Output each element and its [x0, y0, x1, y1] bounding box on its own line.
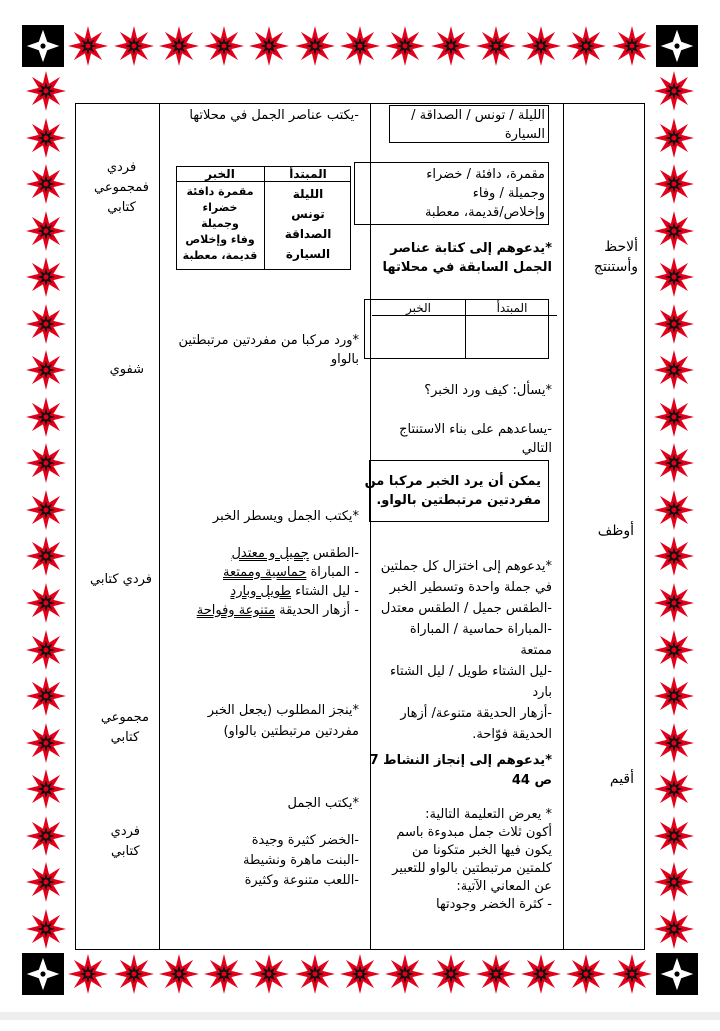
invite-shorten: *يدعوهم إلى اختزال كل جملتين في جملة واحدة وتسطير الخبر -الطقس جميل / الطقس معتدل -المباراة حماسية / المباراة ممتعة -ليل الشتاء طويل / ليل الشتاء بارد -أزهار الحديقة متنوعة/ أزهار الحديقة فوّاحة.	[380, 559, 552, 742]
mode-4: مجموعي كتابي	[100, 710, 149, 745]
star-ornament	[25, 210, 67, 252]
star-ornament	[158, 25, 200, 67]
star-ornament	[294, 953, 336, 995]
lesson-table	[75, 103, 645, 950]
star-ornament	[25, 489, 67, 531]
invite-write: *يدعوهم إلى كتابة عناصر الجمل السابقة في محلاتها	[382, 241, 552, 275]
learner-sentence-3: - ليل الشتاء طويل وبارد	[230, 584, 359, 599]
star-ornament	[248, 25, 290, 67]
star-ornament	[653, 908, 695, 950]
star-ornament	[565, 953, 607, 995]
ask-question: *يسأل: كيف ورد الخبر؟	[424, 383, 552, 398]
corner-ornament	[22, 25, 64, 67]
star-ornament	[653, 861, 695, 903]
star-ornament	[653, 396, 695, 438]
star-ornament	[25, 303, 67, 345]
mode-3: فردي كتابي	[89, 572, 152, 587]
star-ornament	[25, 349, 67, 391]
star-ornament	[113, 953, 155, 995]
star-ornament	[611, 25, 653, 67]
star-ornament	[565, 25, 607, 67]
star-ornament	[653, 163, 695, 205]
star-ornament	[25, 908, 67, 950]
star-ornament	[653, 442, 695, 484]
learner-mubtada-list: الليلة تونس الصداقة السيارة	[284, 187, 332, 261]
star-ornament	[25, 815, 67, 857]
border-right	[650, 70, 698, 950]
star-ornament	[430, 25, 472, 67]
star-ornament	[653, 675, 695, 717]
learner-oral-answer: *ورد مركبا من مفردتين مرتبطتين بالواو	[178, 333, 359, 367]
star-ornament	[339, 25, 381, 67]
conclusion-text: يمكن أن يرد الخبر مركبا من مفردتين مرتبطتين بالواو.	[364, 474, 541, 508]
star-ornament	[67, 953, 109, 995]
star-ornament	[25, 768, 67, 810]
column-divider	[370, 104, 371, 949]
border-top	[22, 22, 698, 70]
stage-employ: أوظف	[597, 523, 634, 539]
star-ornament	[653, 210, 695, 252]
learner-write-elements: -يكتب عناصر الجمل في محلاتها	[189, 108, 359, 123]
learner-sentence-2: - المباراة حماسية وممتعة	[223, 565, 359, 580]
star-ornament	[113, 25, 155, 67]
star-ornament	[248, 953, 290, 995]
star-ornament	[653, 582, 695, 624]
star-ornament	[203, 953, 245, 995]
mode-1: فردي فمجموعي كتابي	[94, 160, 149, 215]
invite-activity: *يدعوهم إلى إنجاز النشاط 7 ص 44	[369, 753, 552, 788]
star-ornament	[653, 303, 695, 345]
learner-do-task: *ينجز المطلوب (يجعل الخبر مفردتين مرتبطتين بالواو)	[207, 703, 359, 739]
star-ornament	[653, 70, 695, 112]
star-ornament	[25, 535, 67, 577]
predicates-text: مقمرة، دافئة / خضراء وجميلة / وفاء وإخلاص/قديمة، معطبة	[424, 167, 545, 220]
stage-observe: ألاحظ وأستنتج	[593, 239, 638, 275]
star-ornament	[611, 953, 653, 995]
star-ornament	[25, 722, 67, 764]
mode-2: شفوي	[109, 362, 144, 377]
border-bottom	[22, 950, 698, 998]
help-conclusion: -يساعدهم على بناء الاستنتاج التالي	[399, 422, 552, 456]
star-ornament	[25, 442, 67, 484]
star-ornament	[25, 117, 67, 159]
star-ornament	[520, 25, 562, 67]
learner-head-mubtada: المبتدأ	[289, 167, 327, 181]
learner-write-underline: *يكتب الجمل ويسطر الخبر	[212, 509, 359, 524]
star-ornament	[653, 117, 695, 159]
empty-table-head-khabar: الخبر	[406, 301, 431, 315]
star-ornament	[25, 163, 67, 205]
learner-head-khabar: الخبر	[205, 167, 235, 181]
star-ornament	[203, 25, 245, 67]
column-divider	[159, 104, 160, 949]
empty-table-divider	[465, 299, 466, 359]
star-ornament	[520, 953, 562, 995]
star-ornament	[653, 768, 695, 810]
star-ornament	[653, 256, 695, 298]
star-ornament	[653, 349, 695, 391]
star-ornament	[25, 396, 67, 438]
words-text: الليلة / تونس / الصداقة / السيارة	[411, 108, 545, 142]
corner-ornament	[22, 953, 64, 995]
mode-5: فردي كتابي	[110, 824, 140, 859]
star-ornament	[294, 25, 336, 67]
column-divider	[563, 104, 564, 949]
instruction: * يعرض التعليمة التالية: أكون ثلاث جمل مبدوءة باسم يكون فيها الخبر متكونا من كلمتين مرتبطتين بالواو للتعبير عن المعاني الآتية: - كثرة الخضر وجودتها	[392, 807, 552, 912]
star-ornament	[25, 629, 67, 671]
star-ornament	[653, 629, 695, 671]
star-ornament	[25, 70, 67, 112]
learner-sentence-1: -الطقس جميل و معتدل	[231, 546, 359, 561]
star-ornament	[430, 953, 472, 995]
learner-khabar-list: مقمرة دافئة خضراء وجميلة وفاء وإخلاص قديمة، معطبة	[182, 185, 258, 262]
star-ornament	[25, 675, 67, 717]
star-ornament	[475, 25, 517, 67]
star-ornament	[384, 25, 426, 67]
learner-write-sentences: *يكتب الجمل	[287, 796, 359, 811]
corner-ornament	[656, 25, 698, 67]
learner-sentence-4: - أزهار الحديقة متنوعة وفواحة	[196, 603, 359, 618]
empty-table-head-mubtada: المبتدأ	[496, 301, 528, 315]
star-ornament	[25, 582, 67, 624]
stage-assess: أقيم	[609, 771, 634, 787]
star-ornament	[25, 861, 67, 903]
star-ornament	[475, 953, 517, 995]
star-ornament	[653, 535, 695, 577]
learner-final-sentences: -الخضر كثيرة وجيدة -البنت ماهرة ونشيطة -اللعب متنوعة وكثيرة	[243, 833, 359, 888]
star-ornament	[158, 953, 200, 995]
corner-ornament	[656, 953, 698, 995]
star-ornament	[339, 953, 381, 995]
star-ornament	[653, 489, 695, 531]
star-ornament	[384, 953, 426, 995]
star-ornament	[653, 815, 695, 857]
page-bottom-strip	[0, 1012, 720, 1020]
star-ornament	[25, 256, 67, 298]
star-ornament	[653, 722, 695, 764]
star-ornament	[67, 25, 109, 67]
border-left	[22, 70, 70, 950]
